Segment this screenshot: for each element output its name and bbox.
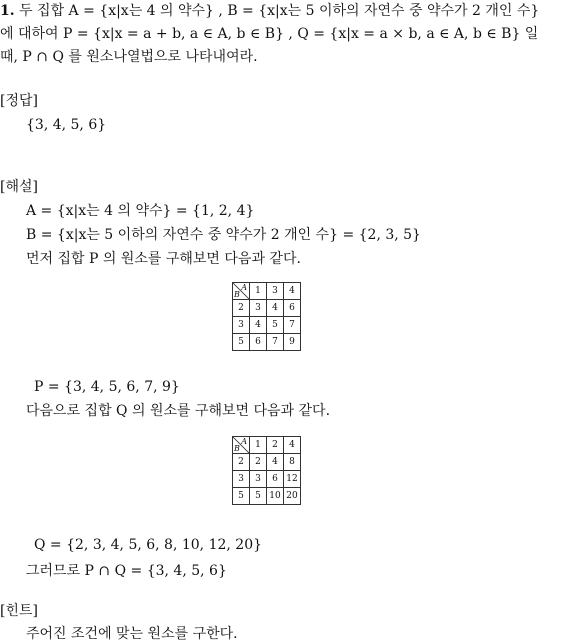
answer-label: [정답] (0, 93, 38, 109)
corner-label-b: B (234, 444, 240, 453)
table-cell: 8 (284, 454, 301, 471)
table-cell: 4 (250, 317, 267, 334)
table-cell: 7 (267, 334, 284, 351)
table-cell: 12 (284, 471, 301, 488)
answer-value: {3, 4, 5, 6} (26, 117, 107, 133)
table-cell: 3 (250, 471, 267, 488)
table-header-row (233, 283, 301, 300)
table-corner (233, 283, 250, 300)
table-header-row (233, 437, 301, 454)
hint-label: [힌트] (0, 603, 38, 619)
table-header-cell: 3 (267, 283, 284, 300)
table-row (233, 300, 301, 317)
table-cell: 4 (267, 300, 284, 317)
problem-line-3: 때, P ∩ Q 를 원소나열법으로 나타내여라. (0, 49, 258, 65)
corner-label-a: A (241, 283, 247, 292)
set-p-result: P = {3, 4, 5, 6, 7, 9} (34, 379, 180, 395)
product-table (232, 436, 301, 505)
set-q-result: Q = {2, 3, 4, 5, 6, 8, 10, 12, 20} (34, 537, 263, 553)
problem-number: 1. (0, 3, 15, 19)
table-row-head: 5 (233, 488, 250, 505)
table-row-head: 2 (233, 300, 250, 317)
table-cell: 2 (250, 454, 267, 471)
explanation-set-a: A = {x|x는 4 의 약수} = {1, 2, 4} (26, 203, 255, 219)
table-cell: 6 (284, 300, 301, 317)
table-row (233, 488, 301, 505)
table-cell: 6 (250, 334, 267, 351)
table-header-cell: 4 (284, 283, 301, 300)
table-cell: 6 (267, 471, 284, 488)
table-row-head: 3 (233, 317, 250, 334)
table-row-head: 2 (233, 454, 250, 471)
table-row (233, 454, 301, 471)
table-header-cell: 1 (250, 283, 267, 300)
table-cell: 5 (250, 488, 267, 505)
table-cell: 3 (250, 300, 267, 317)
table-cell: 4 (267, 454, 284, 471)
table-corner (233, 437, 250, 454)
explanation-label: [해설] (0, 179, 38, 195)
table-cell: 5 (267, 317, 284, 334)
hint-text: 주어진 조건에 맞는 원소를 구한다. (26, 626, 238, 642)
table-header-cell: 4 (284, 437, 301, 454)
table-row (233, 334, 301, 351)
table-cell: 10 (267, 488, 284, 505)
table-row-head: 3 (233, 471, 250, 488)
explanation-step-q: 다음으로 집합 Q 의 원소를 구해보면 다음과 같다. (26, 403, 331, 419)
table-row (233, 471, 301, 488)
table-header-cell: 2 (267, 437, 284, 454)
corner-label-a: A (241, 437, 247, 446)
table-cell: 20 (284, 488, 301, 505)
table-header-cell: 1 (250, 437, 267, 454)
conclusion: 그러므로 P ∩ Q = {3, 4, 5, 6} (26, 563, 227, 579)
sum-table (232, 282, 301, 351)
problem-line-1 (0, 2, 539, 20)
corner-label-b: B (234, 290, 240, 299)
table-cell: 7 (284, 317, 301, 334)
explanation-step-p: 먼저 집합 P 의 원소를 구해보면 다음과 같다. (26, 251, 301, 267)
explanation-set-b: B = {x|x는 5 이하의 자연수 중 약수가 2 개인 수} = {2, 3, 5} (26, 227, 421, 243)
table-cell: 9 (284, 334, 301, 351)
problem-line-2: 에 대하여 P = {x|x = a + b, a ∈ A, b ∈ B} , Q = {x|x = a × b, a ∈ A, b ∈ B} 일 (0, 26, 539, 42)
table-row-head: 5 (233, 334, 250, 351)
problem-text-1: 두 집합 A = {x|x는 4 의 약수} , B = {x|x는 5 이하의 자연수 중 약수가 2 개인 수} (19, 3, 540, 19)
table-row (233, 317, 301, 334)
